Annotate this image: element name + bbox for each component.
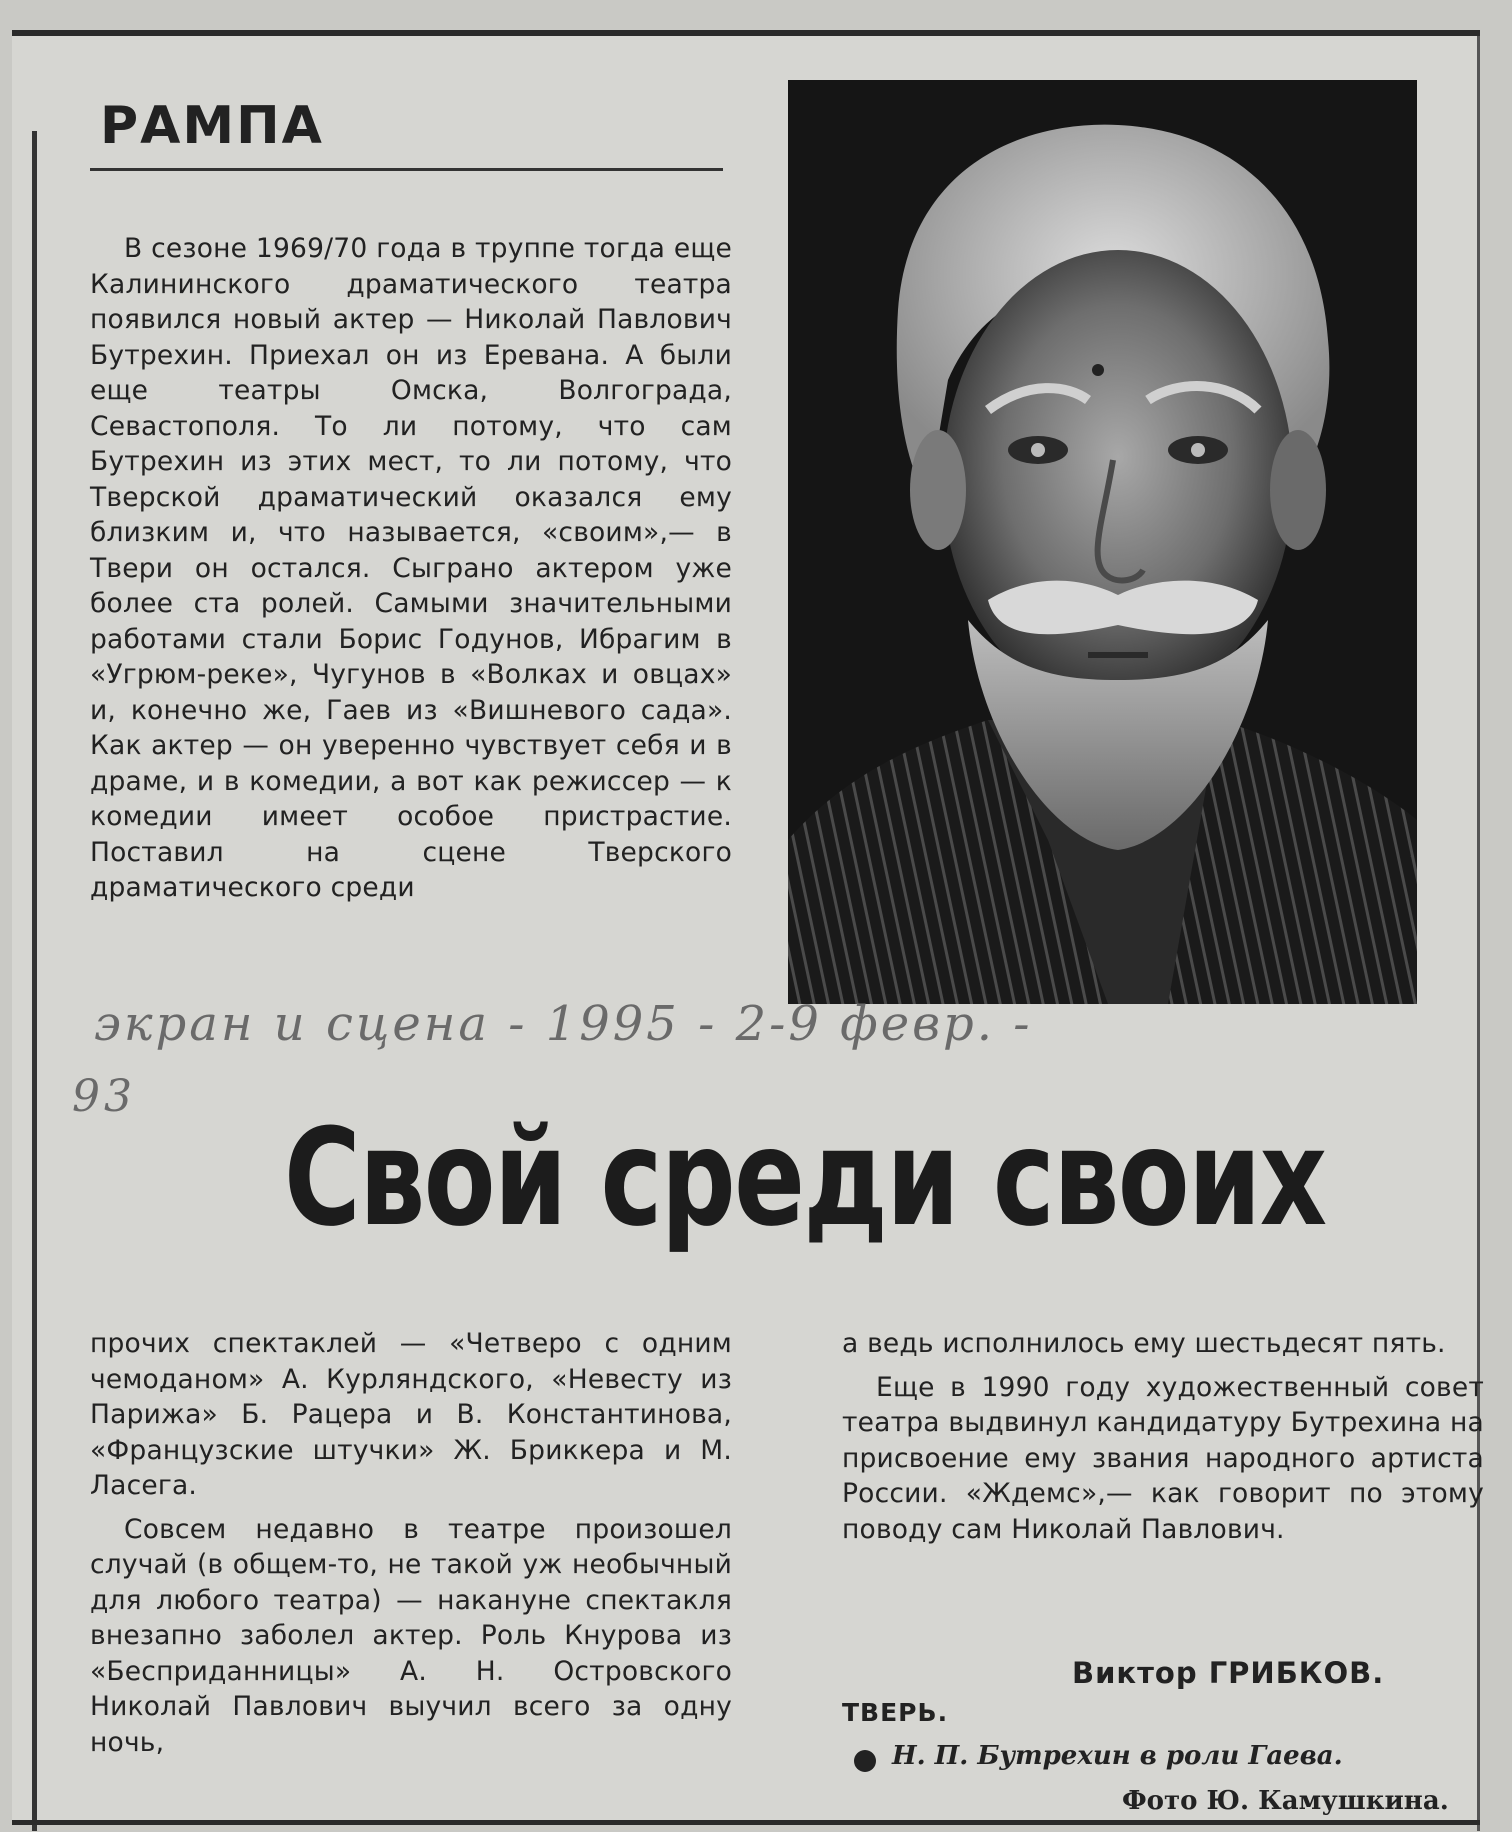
right-paragraph-1: а ведь исполнилось ему шестьдесят пять. xyxy=(842,1328,1446,1359)
handwritten-number: 93 xyxy=(72,1071,136,1122)
handwritten-note: экран и сцена - 1995 - 2-9 февр. - xyxy=(94,996,1033,1052)
article-headline: Свой среди своих xyxy=(284,1100,1326,1256)
clipping-bottom-border xyxy=(12,1820,1480,1825)
rubric-underline xyxy=(90,168,723,171)
clipping-right-border xyxy=(1477,36,1480,1831)
left-paragraph-1: прочих спектаклей — «Четверо с одним чемоданом» А. Курляндского, «Невесту из Парижа» Б. Рацера и В. Константинова, «Французские штучки» Ж. Бриккера и М. Ласега. xyxy=(90,1328,732,1501)
photo-caption: Н. П. Бутрехин в роли Гаева. xyxy=(892,1741,1343,1771)
intro-column xyxy=(90,231,732,914)
author-signature: Виктор ГРИБКОВ. xyxy=(1072,1656,1385,1690)
author-city: ТВЕРЬ. xyxy=(842,1698,949,1727)
left-column xyxy=(90,1326,732,1768)
portrait-photo xyxy=(788,80,1417,1004)
photo-credit: Фото Ю. Камушкина. xyxy=(1122,1786,1449,1816)
newspaper-clipping xyxy=(12,30,1484,1825)
section-rubric: РАМПА xyxy=(100,96,324,156)
intro-paragraph: В сезоне 1969/70 года в труппе тогда еще Калининского драматического театра появился новый актер — Николай Павлович Бутрехин. Приехал он из Еревана. А были еще театры Омска, Волгограда, Севастополя. То ли потому, что сам Бутрехин из этих мест, то ли потому, что Тверской драматический оказался ему близким и, что называется, «своим»,— в Твери он остался. Сыграно актером уже более ста ролей. Самыми значительными работами стали Борис Годунов, Ибрагим в «Угрюм-реке», Чугунов в «Волках и овцах» и, конечно же, Гаев из «Вишневого сада». Как актер — он уверенно чувствует себя и в драме, и в комедии, а вот как режиссер — к комедии имеет особое пристрастие. Поставил на сцене Тверского драматического среди xyxy=(90,233,732,903)
clipping-left-border xyxy=(32,131,37,1831)
left-paragraph-2: Совсем недавно в театре произошел случай (в общем-то, не такой уж необычный для любого театра) — накануне спектакля внезапно заболел актер. Роль Кнурова из «Бесприданницы» А. Н. Островского Николай Павлович выучил всего за одну ночь, xyxy=(90,1513,732,1758)
right-paragraph-2: Еще в 1990 году художественный совет театра выдвинул кандидатуру Бутрехина на присвоение ему звания народного артиста России. «Ждемс»,— как говорит по этому поводу сам Николай Павлович. xyxy=(842,1371,1484,1545)
portrait-illustration xyxy=(788,80,1417,1004)
right-column xyxy=(842,1326,1484,1555)
